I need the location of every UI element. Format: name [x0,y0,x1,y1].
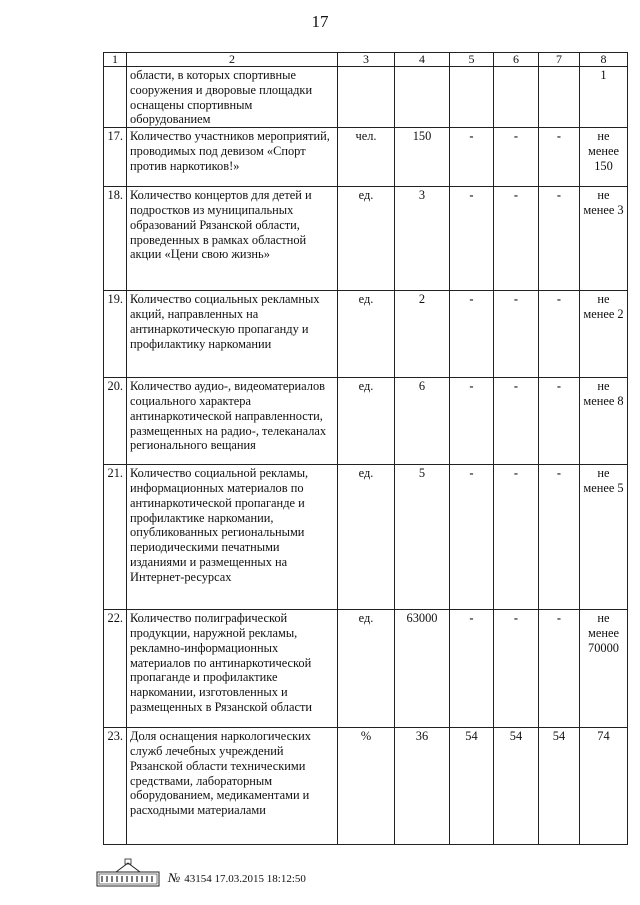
row-number: 18. [104,187,127,291]
value-cell: - [450,465,494,610]
row-number: 19. [104,291,127,378]
row-number: 20. [104,378,127,465]
value-cell: 2 [395,291,450,378]
value-cell: - [494,465,539,610]
target-cell: не менее 150 [580,128,628,187]
row-number: 17. [104,128,127,187]
indicator-name: области, в которых спортивные сооружения и дворовые площадки оснащены спортивным оборудованием [127,67,338,128]
unit-cell: ед. [338,465,395,610]
value-cell: 36 [395,728,450,845]
value-cell: - [450,610,494,728]
column-header: 5 [450,53,494,67]
row-number [104,67,127,128]
value-cell [395,67,450,128]
unit-cell: ед. [338,291,395,378]
value-cell: 54 [450,728,494,845]
table-header-row [104,53,628,67]
column-header: 4 [395,53,450,67]
unit-cell [338,67,395,128]
registration-number-date: 43154 17.03.2015 18:12:50 [184,873,306,885]
value-cell: - [539,128,580,187]
value-cell: - [450,378,494,465]
value-cell [494,67,539,128]
value-cell: - [494,187,539,291]
unit-cell: ед. [338,187,395,291]
row-number: 21. [104,465,127,610]
value-cell: - [539,610,580,728]
table-row [104,728,628,845]
value-cell: - [539,465,580,610]
value-cell: - [494,378,539,465]
government-building-seal-icon [96,857,160,887]
column-header: 1 [104,53,127,67]
value-cell: - [539,187,580,291]
value-cell: 63000 [395,610,450,728]
table-row [104,291,628,378]
indicator-name: Количество концертов для детей и подростков из муниципальных образований Рязанской области, проведенных в рамках областной акции «Цени свою жизнь» [127,187,338,291]
value-cell: - [539,378,580,465]
page-number: 17 [311,12,329,31]
value-cell: 5 [395,465,450,610]
unit-cell: ед. [338,378,395,465]
table-row [104,378,628,465]
registration-stamp [168,870,306,886]
value-cell: 54 [494,728,539,845]
value-cell: - [450,291,494,378]
target-cell: не менее 5 [580,465,628,610]
table-row [104,187,628,291]
value-cell: - [539,291,580,378]
target-cell: не менее 8 [580,378,628,465]
table-row [104,610,628,728]
table-row [104,128,628,187]
target-cell: 1 [580,67,628,128]
column-header: 8 [580,53,628,67]
number-symbol: № [168,870,181,885]
column-header: 2 [127,53,338,67]
row-number: 23. [104,728,127,845]
target-cell: не менее 70000 [580,610,628,728]
value-cell: - [450,187,494,291]
target-cell: не менее 3 [580,187,628,291]
table-body [104,53,628,845]
value-cell: 150 [395,128,450,187]
value-cell: - [494,610,539,728]
target-cell: 74 [580,728,628,845]
unit-cell: % [338,728,395,845]
target-cell: не менее 2 [580,291,628,378]
registration-footer [96,857,496,887]
unit-cell: чел. [338,128,395,187]
column-header: 7 [539,53,580,67]
table-row [104,67,628,128]
value-cell: - [494,128,539,187]
column-header: 3 [338,53,395,67]
value-cell: - [450,128,494,187]
unit-cell: ед. [338,610,395,728]
row-number: 22. [104,610,127,728]
value-cell: 54 [539,728,580,845]
value-cell: - [494,291,539,378]
indicator-name: Количество аудио-, видеоматериалов социального характера антинаркотической направленности, размещенных на радио-, телеканалах регионального вещания [127,378,338,465]
indicator-name: Количество полиграфической продукции, наружной рекламы, рекламно-информационных материалов по антинаркотической пропаганде и профилактике наркомании, изготовленных и размещенных в Рязанской области [127,610,338,728]
indicators-table [103,52,628,845]
column-header: 6 [494,53,539,67]
value-cell [539,67,580,128]
table-row [104,465,628,610]
value-cell: 3 [395,187,450,291]
value-cell [450,67,494,128]
value-cell: 6 [395,378,450,465]
indicator-name: Доля оснащения наркологических служб лечебных учреждений Рязанской области техническими средствами, лабораторным оборудованием, медикаментами и расходными материалами [127,728,338,845]
indicator-name: Количество социальных рекламных акций, направленных на антинаркотическую пропаганду и профилактику наркомании [127,291,338,378]
indicator-name: Количество социальной рекламы, информационных материалов по антинаркотической пропаганде и профилактике наркомании, опубликованных региональными периодическими печатными изданиями и размещенных на Интернет-ресурсах [127,465,338,610]
indicator-name: Количество участников мероприятий, проводимых под девизом «Спорт против наркотиков!» [127,128,338,187]
